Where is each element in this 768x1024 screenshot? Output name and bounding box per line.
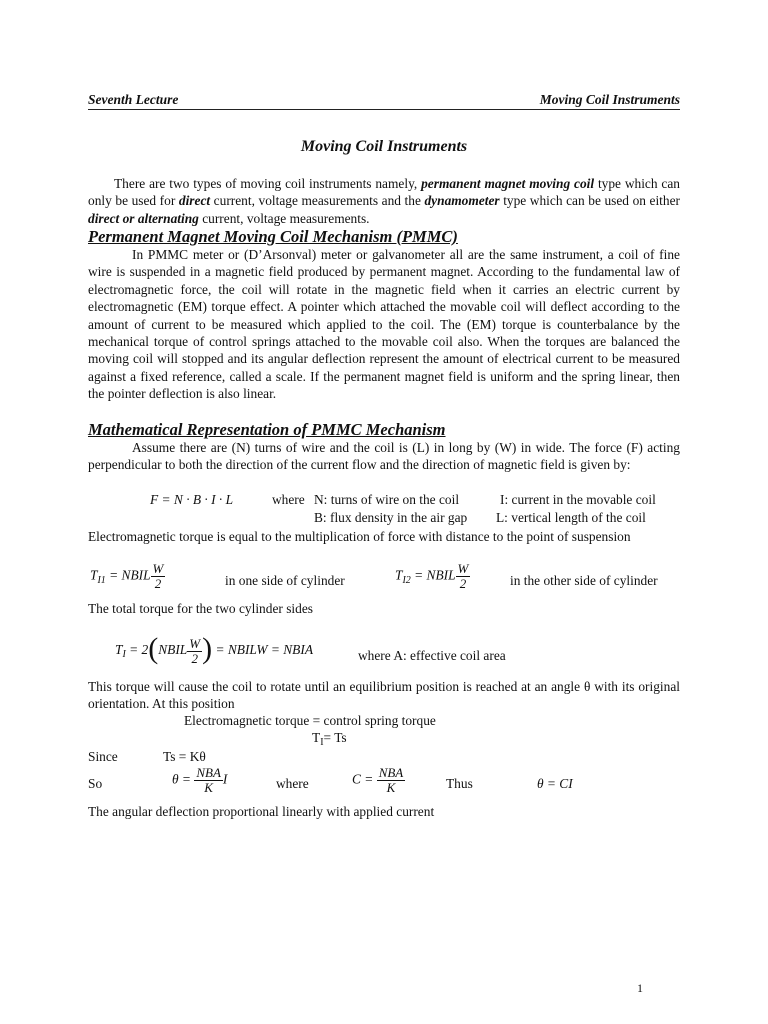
- tt-coefficient: = 2: [125, 642, 149, 658]
- t1-middle: = NBIL: [105, 567, 151, 583]
- c-denominator: K: [386, 780, 396, 795]
- definition-l: L: vertical length of the coil: [496, 510, 646, 525]
- ti-ts-rhs: = Ts: [323, 730, 347, 745]
- tt-numerator: W: [189, 635, 201, 651]
- ti-ts-equation: [312, 730, 347, 746]
- c-fraction: [377, 766, 406, 795]
- tt-fraction: [187, 637, 202, 666]
- rotation-paragraph: This torque will cause the coil to rotate until an equilibrium position is reached at an angle θ with its original orientation. At this position: [88, 679, 680, 712]
- theta-numerator: NBA: [196, 765, 221, 780]
- intro-bold-2: direct: [178, 193, 211, 209]
- header-rule: [88, 109, 680, 110]
- definition-n: N: turns of wire on the coil: [314, 492, 460, 507]
- conclusion-text: The angular deflection proportional linearly with applied current: [88, 804, 435, 819]
- spring-torque-equation: Ts = Kθ: [163, 749, 206, 764]
- intro-paragraph: [88, 175, 680, 227]
- page-title: Moving Coil Instruments: [300, 138, 468, 155]
- c-lhs: C =: [352, 771, 374, 787]
- theta-lhs: θ =: [172, 771, 191, 787]
- intro-text-1: There are two types of moving coil instruments namely,: [114, 176, 422, 191]
- c-numerator: NBA: [378, 765, 404, 780]
- tt-result: = NBILW = NBIA: [212, 642, 313, 658]
- t1-denominator: 2: [154, 576, 162, 591]
- tt-inner: NBIL: [158, 642, 188, 658]
- right-paren: ): [202, 632, 213, 665]
- intro-text-4: type which can be used on either: [499, 193, 681, 209]
- t2-fraction: [456, 562, 471, 591]
- final-equation: θ = CI: [537, 776, 573, 791]
- t2-subscript: I2: [402, 574, 411, 586]
- header-right: Moving Coil Instruments: [539, 92, 680, 107]
- theta-rhs: I: [222, 771, 228, 787]
- tt-symbol: T: [115, 642, 123, 658]
- torque-balance-text: Electromagnetic torque = control spring torque: [184, 713, 436, 728]
- math-intro-paragraph: Assume there are (N) turns of wire and the coil is (L) in long by (W) in wide. The force (F) acting perpendicular to both the direction of the current flow and the direction of magnetic field is given by:: [88, 440, 680, 473]
- definition-b: B: flux density in the air gap: [314, 510, 468, 525]
- ti-symbol: T: [312, 730, 321, 745]
- intro-text-3: current, voltage measurements and the: [210, 193, 425, 209]
- section-heading-math: Mathematical Representation of PMMC Mechanism: [88, 420, 446, 439]
- intro-text-5: current, voltage measurements.: [198, 210, 370, 226]
- tt-denominator: 2: [191, 650, 198, 666]
- intro-text-2: type which can only be used for: [88, 176, 681, 209]
- intro-bold-4: direct or alternating: [88, 210, 199, 226]
- header-left: Seventh Lecture: [88, 92, 179, 107]
- em-torque-text: Electromagnetic torque is equal to the multiplication of force with distance to the point of suspension: [88, 529, 631, 544]
- c-equation: [352, 766, 405, 795]
- pmmc-paragraph: In PMMC meter or (D’Arsonval) meter or galvanometer all are the same instrument, a coil of fine wire is suspended in a magnetic field produced by permanent magnet. According to the fundamental law of electromagnetic force, the coil will rotate in the magnetic field when it carries an electric current by electromagnetic (EM) torque effect. A pointer which attached the movable coil will deflect according to the amount of current to be measured which applied to the coil. The (EM) torque is counterbalance by the mechanical torque of control springs attached to the movable coil also. When the torques are balanced the moving coil will stopped and its angular deflection represent the amount of electrical current to be measured against a fixed reference, called a scale. If the permanent magnet field is uniform and the spring linear, then the pointer deflection is also linear.: [88, 247, 680, 402]
- tt-subscript: I: [122, 649, 126, 661]
- so-label: So: [88, 776, 103, 791]
- theta-denominator: K: [204, 780, 213, 795]
- thus-label: Thus: [446, 776, 473, 791]
- t1-numerator: W: [152, 561, 164, 576]
- theta-fraction: [194, 766, 223, 795]
- page-number: 1: [637, 981, 643, 995]
- section-heading-pmmc: Permanent Magnet Moving Coil Mechanism (PMMC): [88, 227, 458, 246]
- effective-area-note: where A: effective coil area: [358, 648, 506, 663]
- t1-fraction: [151, 562, 166, 591]
- total-torque-equation: [115, 634, 313, 668]
- intro-bold-1: permanent magnet moving coil: [421, 176, 595, 191]
- t1-symbol: T: [90, 567, 98, 583]
- left-paren: (: [148, 632, 159, 665]
- t2-middle: = NBIL: [410, 567, 456, 583]
- torque-one-side-note: in one side of cylinder: [225, 573, 345, 588]
- force-equation: F = N · B · I · L: [150, 492, 234, 507]
- since-label: Since: [88, 749, 118, 764]
- ti-subscript: I: [320, 737, 324, 748]
- t1-subscript: I1: [97, 574, 106, 586]
- where-label-2: where: [276, 776, 309, 791]
- t2-numerator: W: [457, 561, 469, 576]
- intro-bold-3: dynamometer: [424, 193, 500, 209]
- t2-symbol: T: [395, 567, 403, 583]
- definition-i: I: current in the movable coil: [500, 492, 656, 507]
- total-torque-text: The total torque for the two cylinder sides: [88, 601, 313, 616]
- where-label: where: [272, 492, 305, 507]
- theta-equation: [172, 766, 227, 795]
- t2-denominator: 2: [459, 576, 467, 591]
- torque-one-side-equation: [90, 562, 165, 591]
- torque-other-side-equation: [395, 562, 470, 591]
- torque-other-side-note: in the other side of cylinder: [510, 573, 658, 588]
